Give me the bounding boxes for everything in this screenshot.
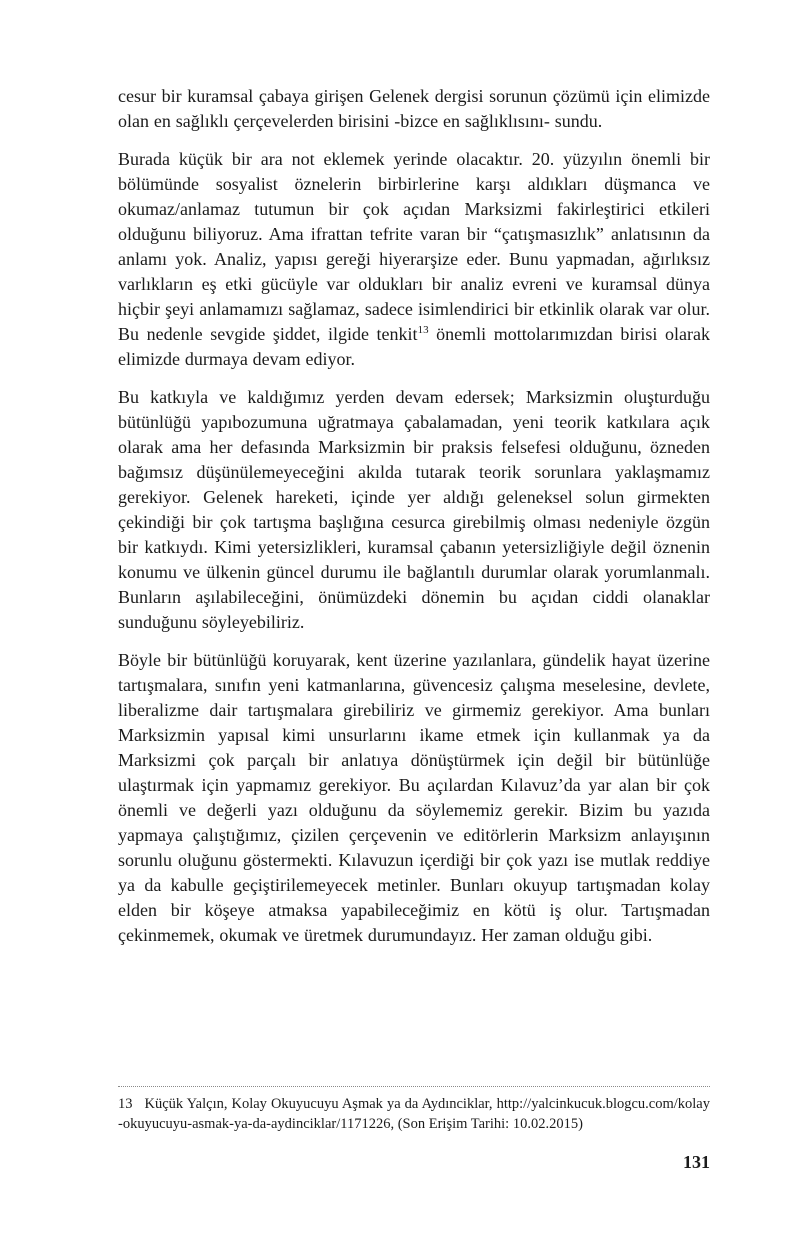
paragraph: Bu katkıyla ve kaldığımız yerden devam edersek; Marksizmin oluşturduğu bütünlüğü yapıbozumuna uğratmaya çabalamadan, yeni teorik katkılara açık olarak ama her defasında Marksizmin bir praksis felsefesi olduğunu, özneden bağımsız düşünülemeyeceğini akılda tutarak teorik sorunlara yaklaşmamız gerekiyor. Gelenek hareketi, içinde yer aldığı geleneksel solun girmekten çekindiği bir çok tartışma başlığına cesurca girebilmiş olması nedeniyle özgün bir katkıydı. Kimi yetersizlikleri, kuramsal çabanın yetersizliğiyle değil öznenin konumu ve ülkenin güncel durumu ile bağlantılı durumlar olarak yorumlanmalı. Bunların aşılabileceğini, önümüzdeki dönemin bu açıdan ciddi olanaklar sunduğunu söyleyebiliriz. [118,387,710,632]
paragraph: cesur bir kuramsal çabaya girişen Gelenek dergisi sorunun çözümü için elimizde olan en sağlıklı çerçevelerden birisini -bizce en sağlıklısını- sundu. [118,86,710,131]
page-number: 131 [683,1152,710,1172]
footnote-text: Küçük Yalçın, Kolay Okuyucuyu Aşmak ya da Aydınciklar, [144,1096,497,1112]
paragraph-text: Burada küçük bir ara not eklemek yerinde olacaktır. 20. yüzyılın önemli bir bölümünde sosyalist öznelerin birbirlerine karşı aldıkları düşmanca ve okumaz/anlamaz tutumun bir çok açıdan Marksizmi fakirleştirici etkileri olduğunu biliyoruz. Ama ifrattan tefrite varan bir “çatışmasızlık” anlatısının da anlamı yok. Analiz, yapısı gereği hiyerarşize eder. Bunu yapmadan, ağırlıksız varlıkların eş etki gücüyle var oldukları bir analiz evreni ve kuramsal dünya hiçbir şeyi anlamamızı sağlamaz, sadece isimlendirici bir etkinlik olarak var olur. Bu nedenle sevgide şiddet, ilgide tenkit [118,149,710,344]
paragraph [118,147,710,372]
paragraph-text: önemli mottolarımızdan birisi olarak elimizde durmaya devam ediyor. [118,324,710,369]
footnote-reference[interactable]: 13 [417,324,429,336]
footnote-marker: 13 [118,1096,133,1112]
footnote-url[interactable]: http://yalcinkucuk.blogcu.com/kolay-okuyucuyu-asmak-ya-da-aydinciklar/1171226 [118,1096,710,1132]
body-text [118,84,710,948]
footnote [118,1086,710,1134]
footnote-text: , (Son Erişim Tarihi: 10.02.2015) [390,1116,583,1132]
paragraph: Böyle bir bütünlüğü koruyarak, kent üzerine yazılanlara, gündelik hayat üzerine tartışmalara, sınıfın yeni katmanlarına, güvencesiz çalışma meselesine, devlete, liberalizme dair tartışmalara girebiliriz ve girmemiz gerekiyor. Ama bunları Marksizmin yapısal kimi unsurlarını ikame etmek için kullanmak ya da Marksizmi çok parçalı bir anlatıya dönüştürmek için değil bir bütünlüğe ulaştırmak için yapmamız gerekiyor. Bu açılardan Kılavuz’da yar alan bir çok önemli ve değerli yazı olduğunu da söylememiz gerekir. Bizim bu yazıda yapmaya çalıştığımız, çizilen çerçevenin ve editörlerin Marksizm anlayışının sorunlu oluğunu göstermekti. Kılavuzun içerdiği bir çok yazı ise mutlak reddiye ya da kabulle geçiştirilemeyecek metinler. Bunları okuyup tartışmadan kolay elden bir köşeye atmaksa yapabileceğimiz en kötü iş olur. Tartışmadan çekinmemek, okumak ve üretmek durumundayız. Her zaman olduğu gibi. [118,650,710,945]
